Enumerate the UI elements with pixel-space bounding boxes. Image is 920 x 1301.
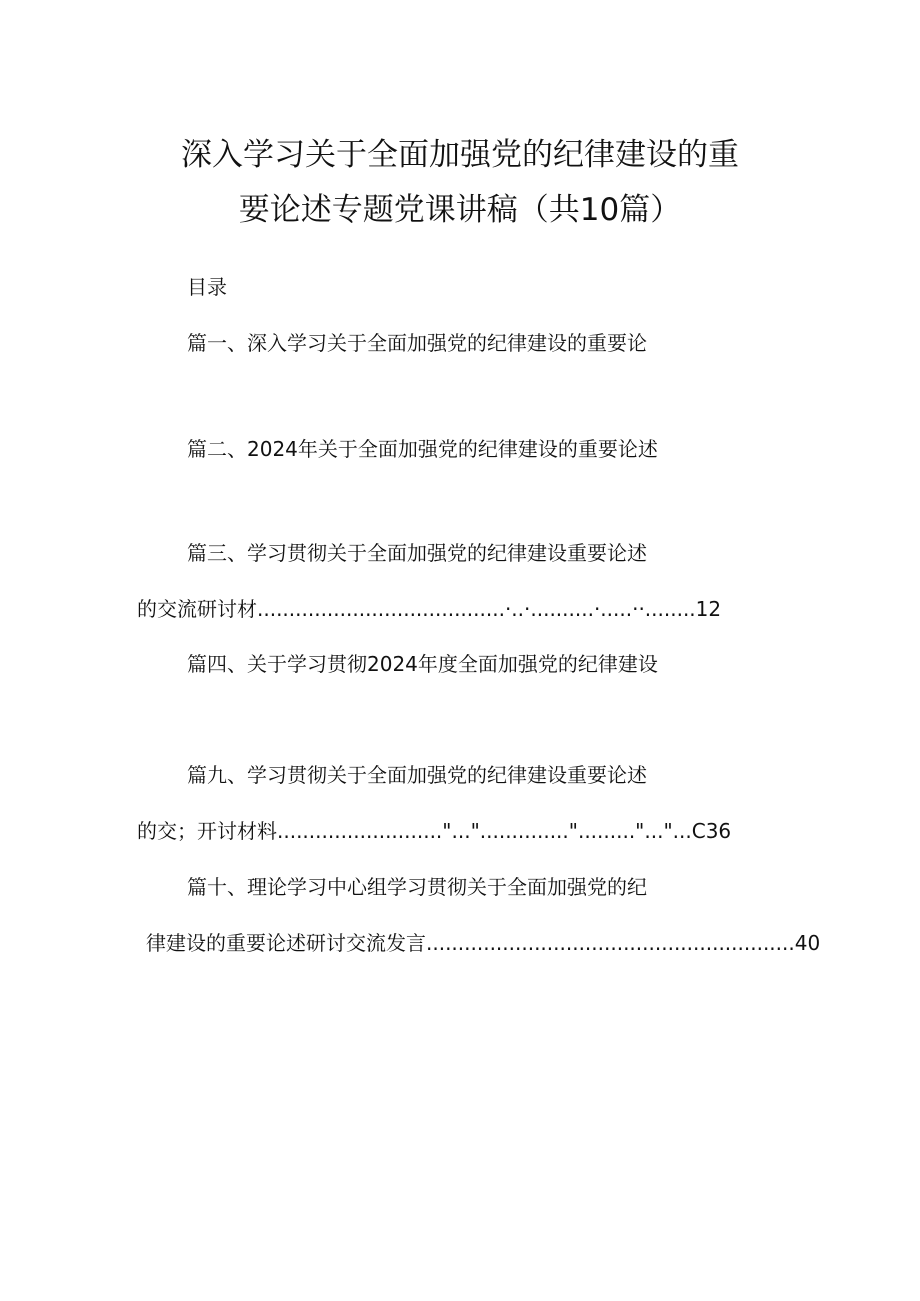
- toc-entry-10[interactable]: 篇十、理论学习中心组学习贯彻关于全面加强党的纪: [187, 875, 647, 899]
- toc-entry-3[interactable]: 篇三、学习贯彻关于全面加强党的纪律建设重要论述: [187, 541, 647, 565]
- toc-entry-9[interactable]: 篇九、学习贯彻关于全面加强党的纪律建设重要论述: [187, 763, 647, 787]
- toc-entry-3-continuation[interactable]: 的交流研讨材.......................................·..·..........·.....··........12: [137, 597, 722, 621]
- toc-entry-4[interactable]: 篇四、关于学习贯彻2024年度全面加强党的纪律建设: [187, 652, 658, 676]
- document-title-line-1: 深入学习关于全面加强党的纪律建设的重: [181, 137, 739, 173]
- toc-entry-1[interactable]: 篇一、深入学习关于全面加强党的纪律建设的重要论: [187, 331, 647, 355]
- toc-entry-10-continuation[interactable]: 律建设的重要论述研讨交流发言..........................................................40: [146, 931, 821, 955]
- toc-entry-9-continuation[interactable]: 的交；开讨材料.........................."...".............."........."..."...C36: [137, 819, 732, 843]
- toc-entry-2[interactable]: 篇二、2024年关于全面加强党的纪律建设的重要论述: [187, 437, 658, 461]
- toc-heading: 目录: [187, 275, 227, 299]
- document-title-line-2: 要论述专题党课讲稿（共10篇）: [238, 192, 682, 228]
